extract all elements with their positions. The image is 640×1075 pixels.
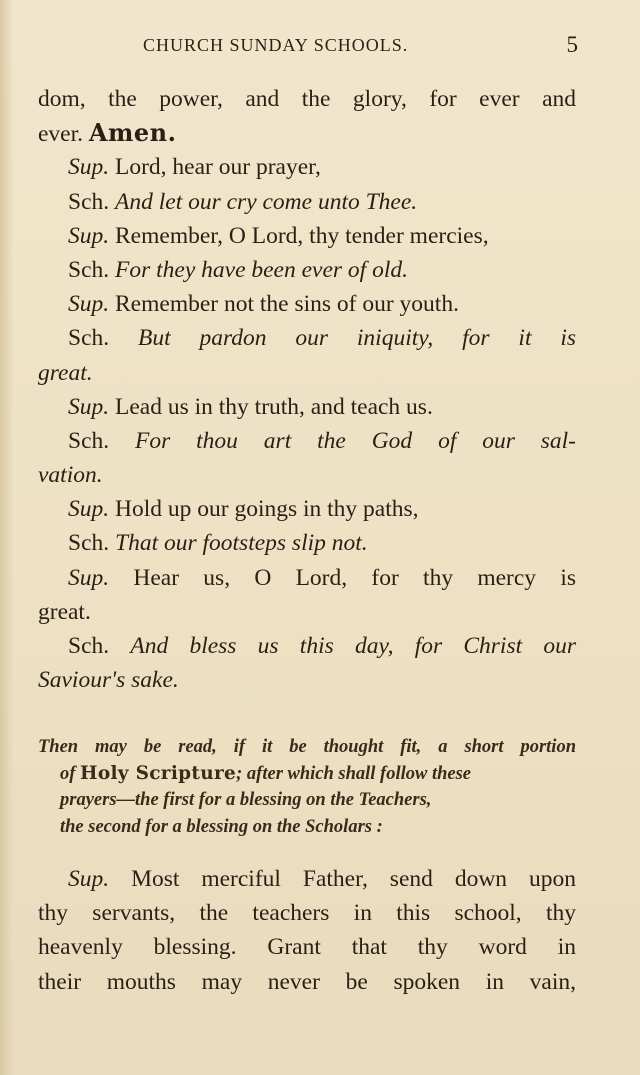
response-continuation: vation. <box>38 462 103 489</box>
response-text: But pardon our iniquity, for it is <box>138 325 577 352</box>
rubric-line: Then may be read, if it be thought fit, a short portion <box>38 737 576 757</box>
text-fragment: ever. <box>38 121 84 148</box>
response-line <box>38 629 576 663</box>
rubric-line <box>38 761 576 788</box>
versicle-line <box>38 390 576 424</box>
response-text: And let our cry come unto Thee. <box>115 188 418 215</box>
versicle-text: Remember not the sins of our youth. <box>115 291 459 318</box>
versicle-text: Lead us in thy truth, and teach us. <box>115 393 433 420</box>
speaker-label: Sch. <box>68 256 110 283</box>
prayer-text <box>38 862 576 999</box>
versicle-text: Hold up our goings in thy paths, <box>115 496 419 523</box>
versicle-continuation: great. <box>38 598 91 625</box>
prayer-line <box>38 862 576 896</box>
response-text: That our footsteps slip not. <box>115 530 368 557</box>
response-line <box>38 253 576 287</box>
prayer-line: their mouths may never be spoken in vain, <box>38 968 576 995</box>
prayer-line: thy servants, the teachers in this school, thy <box>38 900 576 927</box>
holy-scripture-blackletter: Holy Scripture <box>80 762 237 784</box>
text-line <box>38 116 576 150</box>
versicle-text: Hear us, O Lord, for thy mercy is <box>133 564 576 591</box>
response-line <box>38 424 576 458</box>
rubric-fragment: ; after which shall follow these <box>236 763 472 784</box>
versicle-text: Lord, hear our prayer, <box>115 154 321 181</box>
response-line <box>38 526 576 560</box>
speaker-label: Sch. <box>68 530 110 557</box>
response-text: And bless us this day, for Christ our <box>130 633 576 659</box>
response-text: For thou art the God of our sal- <box>135 427 577 454</box>
page-edge-shadow <box>0 0 14 1075</box>
response-line <box>38 185 576 219</box>
amen-blackletter: Amen. <box>88 118 177 148</box>
running-head: CHURCH SUNDAY SCHOOLS. <box>143 35 409 55</box>
response-text: For they have been ever of old. <box>115 256 408 283</box>
speaker-label: Sch. <box>68 633 110 659</box>
speaker-label: Sup. <box>68 866 110 892</box>
response-continuation: Saviour's sake. <box>38 667 179 694</box>
rubric-fragment: of <box>60 763 76 784</box>
response-continuation: great. <box>38 359 93 386</box>
rubric-line: prayers—the first for a blessing on the Teachers, <box>60 790 432 810</box>
rubric-instruction <box>38 734 576 840</box>
versicle-line <box>38 492 576 526</box>
rubric-line: the second for a blessing on the Scholars : <box>60 816 383 837</box>
speaker-label: Sup. <box>68 291 110 318</box>
speaker-label: Sup. <box>68 154 110 181</box>
page-header <box>38 32 578 62</box>
prayer-text-fragment: Most merciful Father, send down upon <box>131 866 577 892</box>
versicle-text: Remember, O Lord, thy tender mercies, <box>115 222 489 249</box>
speaker-label: Sup. <box>68 564 110 591</box>
speaker-label: Sch. <box>68 427 110 454</box>
responsory-text <box>38 82 576 697</box>
speaker-label: Sup. <box>68 496 110 523</box>
prayer-line: heavenly blessing. Grant that thy word in <box>38 934 576 961</box>
versicle-line <box>38 150 576 184</box>
speaker-label: Sup. <box>68 222 110 249</box>
page-number: 5 <box>566 32 578 57</box>
versicle-line <box>38 219 576 253</box>
versicle-line <box>38 287 576 321</box>
response-line <box>38 321 576 355</box>
speaker-label: Sup. <box>68 393 110 420</box>
speaker-label: Sch. <box>68 325 110 352</box>
text-line: dom, the power, and the glory, for ever and <box>38 86 576 112</box>
speaker-label: Sch. <box>68 188 110 215</box>
versicle-line <box>38 561 576 595</box>
